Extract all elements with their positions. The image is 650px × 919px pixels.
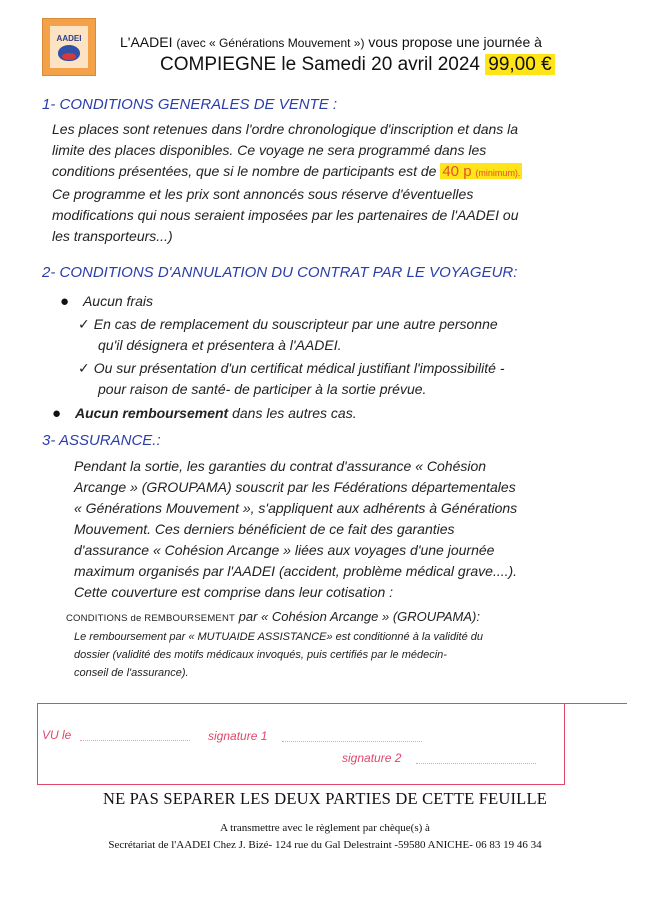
trip-date: le Samedi 20 avril 2024 xyxy=(281,54,480,75)
transmit-instruction: A transmettre avec le règlement par chèque(s) à xyxy=(220,822,430,834)
no-refund-text: dans les autres cas. xyxy=(232,405,357,421)
globe-icon xyxy=(58,45,80,61)
section-3-line: maximum organisés par l'AADEI (accident, problème médical grave....). xyxy=(74,563,518,579)
section-1-line: les transporteurs...) xyxy=(52,228,173,244)
refund-conditions-text: par « Cohésion Arcange » (GROUPAMA): xyxy=(238,609,480,624)
check-item-text: pour raison de santé- de participer à la sortie prévue. xyxy=(98,381,427,397)
check-item-text: En cas de remplacement du souscripteur par une autre personne xyxy=(93,316,498,332)
header-proposal: vous propose une journée à xyxy=(368,34,542,50)
section-3-line: Cette couverture est comprise dans leur cotisation : xyxy=(74,584,394,600)
header-line-2 xyxy=(160,54,555,76)
aadei-logo xyxy=(42,18,96,76)
check-item-medical xyxy=(78,358,618,400)
signature-1-label: signature 1 xyxy=(208,729,268,743)
section-1-line: Ce programme et les prix sont annoncés sous réserve d'éventuelles xyxy=(52,186,474,202)
checkmark-icon: ✓ xyxy=(78,316,90,332)
section-1-line-minimum xyxy=(52,161,612,184)
minimum-participants-badge xyxy=(440,163,522,179)
check-item-text: Ou sur présentation d'un certificat médical justifiant l'impossibilité - xyxy=(93,360,505,376)
bullet-no-fees-text: Aucun frais xyxy=(82,293,153,309)
section-1-body xyxy=(52,119,612,247)
section-1-heading: 1- CONDITIONS GENERALES DE VENTE : xyxy=(42,96,338,113)
logo-text: AADEI xyxy=(56,33,82,43)
section-3-line: Pendant la sortie, les garanties du contrat d'assurance « Cohésion xyxy=(74,458,487,474)
section-1-line: modifications qui nous seraient imposées par les partenaires de l'AADEI ou xyxy=(52,207,519,223)
refund-conditions-caps: CONDITIONS de REMBOURSEMENT xyxy=(66,613,236,624)
section-3-line: Mouvement. Ces derniers bénéficient de ce fait des garanties xyxy=(74,521,455,537)
section-3-heading: 3- ASSURANCE.: xyxy=(42,432,161,449)
section-1-line: limite des places disponibles. Ce voyage ne sera programmé dans les xyxy=(52,142,487,158)
section-3-line: Arcange » (GROUPAMA) souscrit par les Fédérations départementales xyxy=(74,479,516,495)
do-not-separate-notice: NE PAS SEPARER LES DEUX PARTIES DE CETTE FEUILLE xyxy=(102,789,548,808)
bullet-no-refund xyxy=(52,403,357,424)
bullet-icon: ● xyxy=(60,293,70,310)
refund-conditions-body xyxy=(74,628,614,682)
section-2-heading: 2- CONDITIONS D'ANNULATION DU CONTRAT PAR LE VOYAGEUR: xyxy=(42,264,518,281)
check-item-replacement xyxy=(78,314,608,356)
section-3-line: « Générations Mouvement », s'appliquent aux adhérents à Générations xyxy=(74,500,518,516)
no-refund-bold: Aucun remboursement xyxy=(74,405,229,421)
section-3-body xyxy=(74,456,614,603)
fine-print-line: conseil de l'assurance). xyxy=(74,667,189,679)
header-org: L'AADEI xyxy=(120,34,173,50)
section-1-line: Les places sont retenues dans l'ordre chronologique d'inscription et dans la xyxy=(52,121,519,137)
refund-conditions-heading xyxy=(66,609,480,624)
fine-print-line: dossier (validité des motifs médicaux invoqués, puis certifiés par le médecin- xyxy=(74,649,447,661)
trip-city: COMPIEGNE xyxy=(160,54,277,75)
checkmark-icon: ✓ xyxy=(78,360,90,376)
secretariat-address: Secrétariat de l'AADEI Chez J. Bizé- 124 rue du Gal Delestraint -59580 ANICHE- 06 83 19 46 34 xyxy=(108,839,542,851)
logo-emblem xyxy=(50,26,88,68)
header-line-1 xyxy=(120,34,542,50)
fine-print-line: Le remboursement par « MUTUAIDE ASSISTANCE» est conditionné à la validité du xyxy=(74,631,484,643)
bullet-icon: ● xyxy=(52,405,62,422)
signature-1-field[interactable] xyxy=(282,741,422,742)
signature-2-label: signature 2 xyxy=(342,751,402,765)
trip-price: 99,00 € xyxy=(485,54,554,75)
signature-box xyxy=(37,703,565,785)
section-1-line-text: conditions présentées, que si le nombre de participants est de xyxy=(52,163,437,179)
header-partner: (avec « Générations Mouvement ») xyxy=(176,36,365,50)
bullet-no-fees xyxy=(60,291,153,312)
minimum-number: 40 p xyxy=(442,163,472,180)
minimum-label: (minimum). xyxy=(475,168,521,178)
section-3-line: d'assurance « Cohésion Arcange » liées aux voyages d'une journée xyxy=(74,542,495,558)
check-item-text: qu'il désignera et présentera à l'AADEI. xyxy=(98,337,342,353)
vu-le-field[interactable] xyxy=(80,740,190,741)
vu-le-label: VU le xyxy=(42,728,72,742)
signature-2-field[interactable] xyxy=(416,763,536,764)
